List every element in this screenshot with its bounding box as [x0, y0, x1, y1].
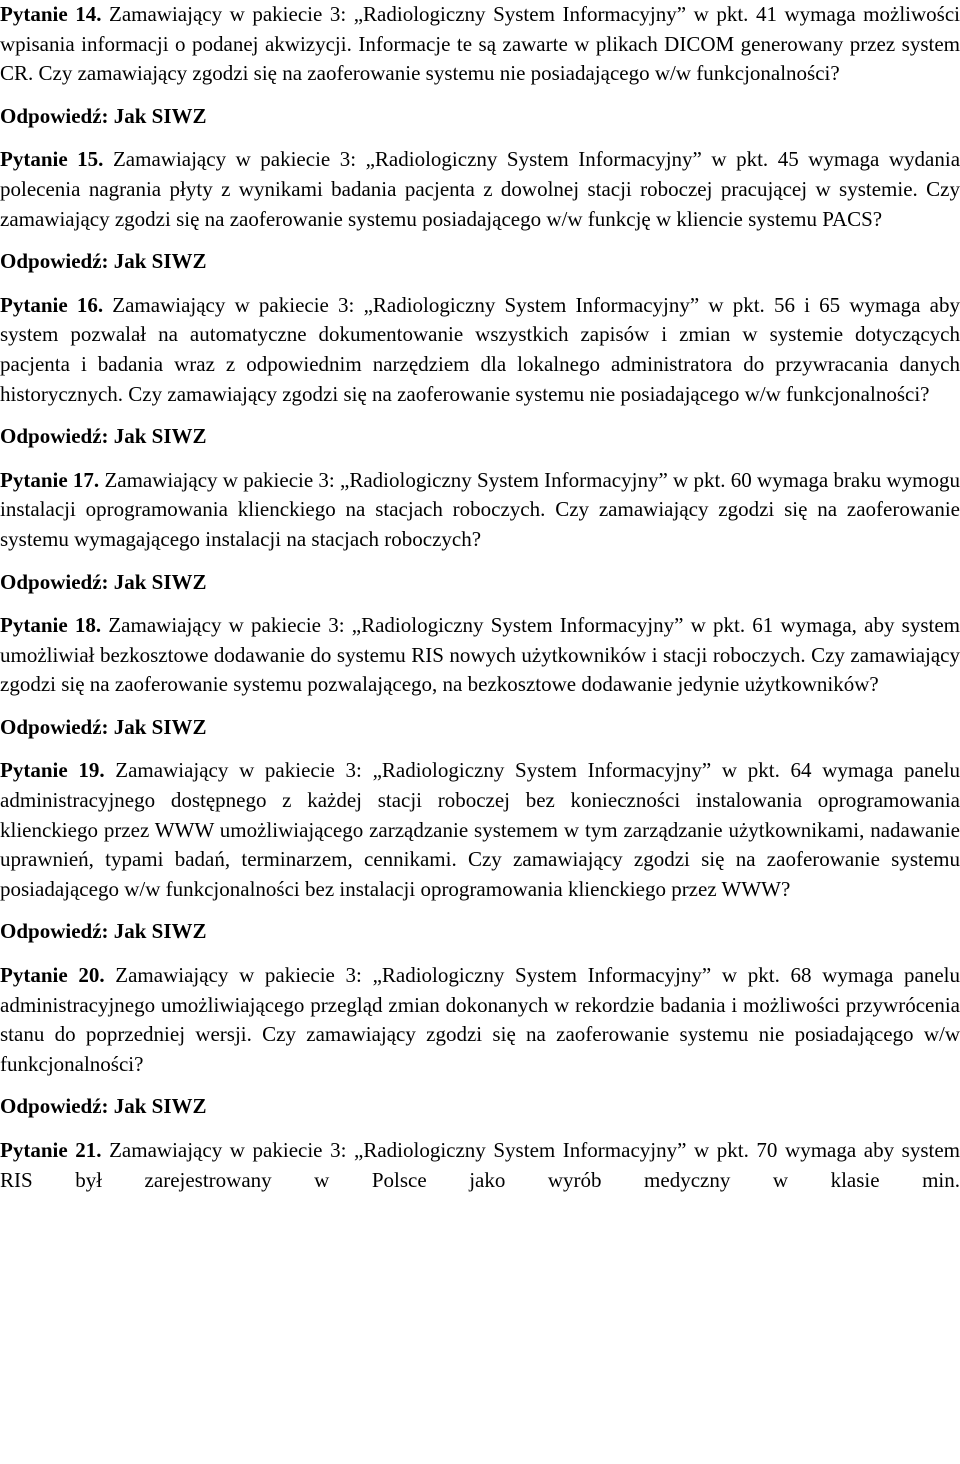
question-text: Zamawiający w pakiecie 3: „Radiologiczny System Informacyjny” w pkt. 70 wymaga aby system RIS był zarejestrowany w Polsce jako wyrób medyczny w klasie min. — [0, 1138, 960, 1192]
question-block-17 — [0, 466, 960, 611]
question-label: Pytanie 17. — [0, 467, 100, 492]
answer-17: Odpowiedź: Jak SIWZ — [0, 569, 207, 594]
question-18 — [0, 611, 960, 700]
question-text: Zamawiający w pakiecie 3: „Radiologiczny System Informacyjny” w pkt. 68 wymaga panelu administracyjnego umożliwiającego przegląd zmian dokonanych w rekordzie badania i możliwości przywrócenia stanu do poprzedniej wersji. Czy zamawiający zgodzi się na zaoferowanie systemu nie posiadającego w/w funkcjonalności? — [0, 963, 960, 1076]
question-label: Pytanie 15. — [0, 147, 104, 172]
question-20 — [0, 961, 960, 1079]
question-15 — [0, 145, 960, 234]
answer-14: Odpowiedź: Jak SIWZ — [0, 103, 207, 128]
question-text: Zamawiający w pakiecie 3: „Radiologiczny System Informacyjny” w pkt. 61 wymaga, aby system umożliwiał bezkosztowe dodawanie do systemu RIS nowych użytkowników i stacji roboczych. Czy zamawiający zgodzi się na zaoferowanie systemu pozwalającego, na bezkosztowe dodawanie jedynie użytkowników? — [0, 613, 960, 697]
question-block-18 — [0, 611, 960, 756]
question-16 — [0, 291, 960, 409]
question-label: Pytanie 20. — [0, 963, 105, 988]
question-label: Pytanie 19. — [0, 758, 105, 783]
question-block-15 — [0, 145, 960, 290]
question-14 — [0, 0, 960, 89]
answer-18: Odpowiedź: Jak SIWZ — [0, 714, 207, 739]
question-text: Zamawiający w pakiecie 3: „Radiologiczny System Informacyjny” w pkt. 60 wymaga braku wymogu instalacji oprogramowania klienckiego na stacjach roboczych. Czy zamawiający zgodzi się na zaoferowanie systemu wymagającego instalacji na stacjach roboczych? — [0, 467, 960, 551]
question-text: Zamawiający w pakiecie 3: „Radiologiczny System Informacyjny” w pkt. 45 wymaga wydania polecenia nagrania płyty z wynikami badania pacjenta z dowolnej stacji roboczej pracującej w systemie. Czy zamawiający zgodzi się na zaoferowanie systemu posiadającego w/w funkcję w kliencie systemu PACS? — [0, 147, 960, 231]
question-block-16 — [0, 291, 960, 466]
answer-19: Odpowiedź: Jak SIWZ — [0, 919, 207, 944]
question-21 — [0, 1136, 960, 1195]
question-text: Zamawiający w pakiecie 3: „Radiologiczny System Informacyjny” w pkt. 41 wymaga możliwości wpisania informacji o podanej akwizycji. Informacje te są zawarte w plikach DICOM generowany przez system CR. Czy zamawiający zgodzi się na zaoferowanie systemu nie posiadającego w/w funkcjonalności? — [0, 2, 960, 86]
answer-15: Odpowiedź: Jak SIWZ — [0, 249, 207, 274]
question-19 — [0, 756, 960, 904]
question-block-20 — [0, 961, 960, 1136]
question-17 — [0, 466, 960, 555]
question-label: Pytanie 16. — [0, 292, 104, 317]
question-label: Pytanie 18. — [0, 613, 102, 638]
answer-20: Odpowiedź: Jak SIWZ — [0, 1094, 207, 1119]
question-text: Zamawiający w pakiecie 3: „Radiologiczny System Informacyjny” w pkt. 64 wymaga panelu administracyjnego dostępnego z każdej stacji roboczej bez konieczności instalowania oprogramowania klienckiego przez WWW umożliwiającego zarządzanie systemem w tym zarządzanie użytkownikami, nadawanie uprawnień, typami badań, terminarzem, cennikami. Czy zamawiający zgodzi się na zaoferowanie systemu posiadającego w/w funkcjonalności bez instalacji oprogramowania klienckiego przez WWW? — [0, 758, 960, 901]
question-block-21 — [0, 1136, 960, 1195]
answer-16: Odpowiedź: Jak SIWZ — [0, 424, 207, 449]
question-text: Zamawiający w pakiecie 3: „Radiologiczny System Informacyjny” w pkt. 56 i 65 wymaga aby system pozwalał na automatyczne dokumentowanie wszystkich zapisów i zmian w systemie dotyczących pacjenta i badania wraz z odpowiednim narzędziem dla lokalnego administratora do przywracania danych historycznych. Czy zamawiający zgodzi się na zaoferowanie systemu nie posiadającego w/w funkcjonalności? — [0, 292, 960, 406]
question-block-14 — [0, 0, 960, 145]
question-block-19 — [0, 756, 960, 961]
question-label: Pytanie 14. — [0, 2, 102, 26]
question-label: Pytanie 21. — [0, 1138, 102, 1162]
